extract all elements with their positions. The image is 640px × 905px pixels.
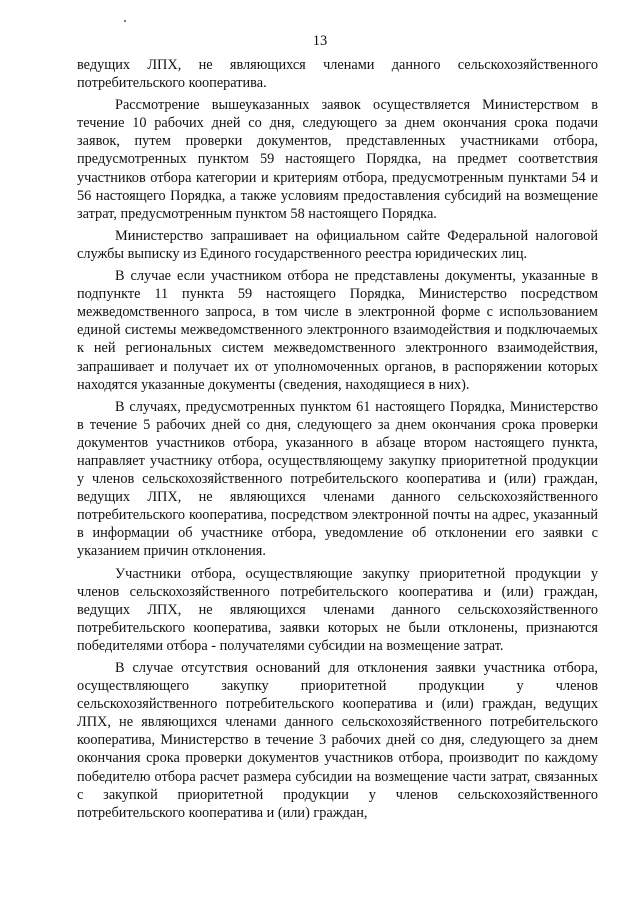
scan-speck: [124, 20, 126, 22]
page-number: 13: [312, 33, 328, 49]
paragraph-7: В случае отсутствия оснований для отклонения заявки участника отбора, осуществляющего закупку приоритетной продукции у членов сельскохозяйственного потребительского кооператива и (или) граждан, ведущих ЛПХ, не являющихся членами данного сельскохозяйственного потребительского кооператива, Министерство в течение 3 рабочих дней со дня, следующего за днем окончания срока проверки документов участников отбора, производит по каждому победителю отбора расчет размера субсидии на возмещение части затрат, связанных с закупкой приоритетной продукции у членов сельскохозяйственного потребительского кооператива и (или) граждан,: [77, 660, 598, 821]
paragraph-4: В случае если участником отбора не представлены документы, указанные в подпункте 11 пункта 59 настоящего Порядка, Министерство посредством межведомственного запроса, в том числе в электронной форме с использованием единой системы межведомственного электронного взаимодействия и подключаемых к ней региональных систем межведомственного электронного взаимодействия, запрашивает и получает их от уполномоченных органов, в распоряжении которых находятся указанные документы (сведения, находящиеся в них).: [77, 268, 598, 393]
paragraph-3: Министерство запрашивает на официальном сайте Федеральной налоговой службы выписку из Единого государственного реестра юридических лиц.: [77, 227, 598, 262]
paragraph-1: ведущих ЛПХ, не являющихся членами данного сельскохозяйственного потребительского кооператива.: [77, 57, 598, 92]
paragraph-6: Участники отбора, осуществляющие закупку приоритетной продукции у членов сельскохозяйственного потребительского кооператива и (или) граждан, ведущих ЛПХ, не являющихся членами данного сельскохозяйственного потребительского кооператива, заявки которых не были отклонены, признаются победителями отбора - получателями субсидии на возмещение затрат.: [77, 565, 598, 654]
paragraph-2: Рассмотрение вышеуказанных заявок осуществляется Министерством в течение 10 рабочих дней со дня, следующего за днем окончания срока подачи заявок, путем проверки документов, представленных участниками отбора, предусмотренных пунктом 59 настоящего Порядка, на предмет соответствия участников отбора категории и критериям отбора, предусмотренным пунктами 54 и 56 настоящего Порядка, а также условиям предоставления субсидий на возмещение затрат, предусмотренным пунктом 58 настоящего Порядка.: [77, 97, 598, 222]
paragraph-5: В случаях, предусмотренных пунктом 61 настоящего Порядка, Министерство в течение 5 рабочих дней со дня, следующего за днем окончания срока проверки документов участников отбора, указанного в абзаце втором настоящего пункта, направляет участнику отбора, осуществляющему закупку приоритетной продукции у членов сельскохозяйственного потребительского кооператива и (или) граждан, ведущих ЛПХ, не являющихся членами данного сельскохозяйственного потребительского кооператива, посредством электронной почты на адрес, указанный в информации об участнике отбора, уведомление об отклонении его заявки с указанием причин отклонения.: [77, 398, 598, 560]
body-text: [77, 56, 598, 822]
